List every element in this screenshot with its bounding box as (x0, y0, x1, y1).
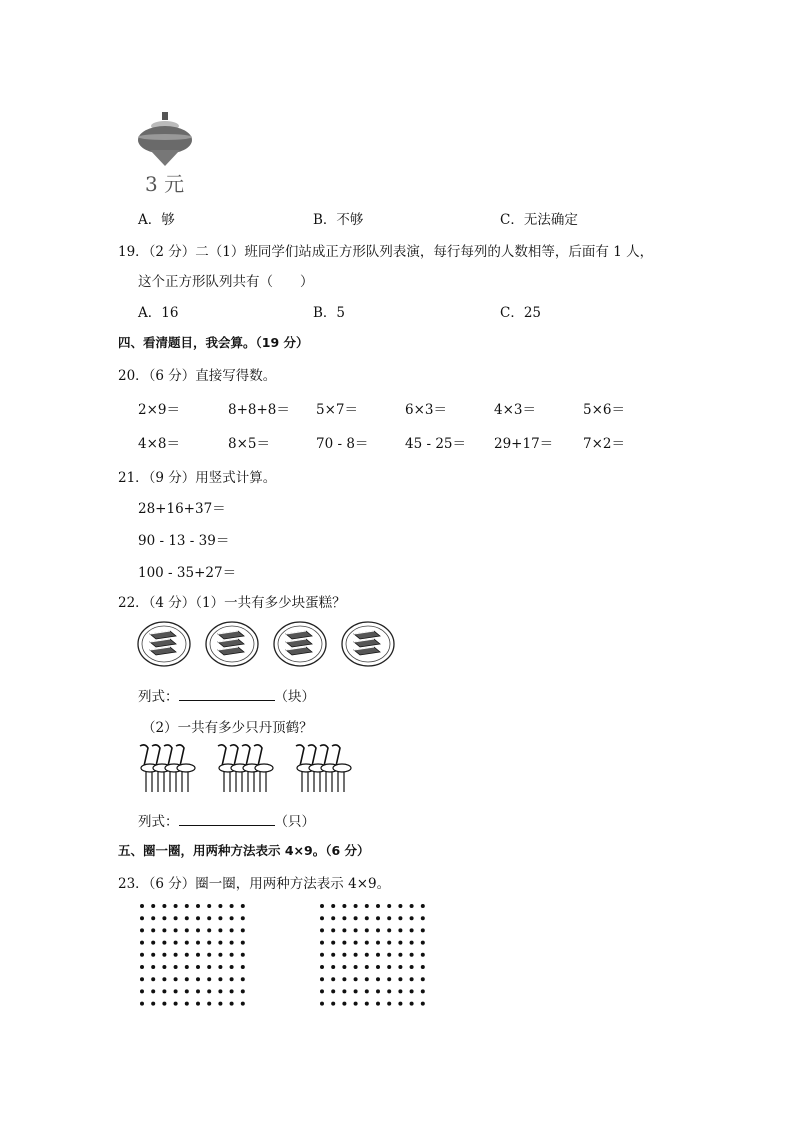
dot (140, 1002, 144, 1006)
dot (342, 989, 346, 993)
dot (151, 904, 155, 908)
dot (196, 928, 200, 932)
dot (207, 904, 211, 908)
dot (185, 965, 189, 969)
q20-item: 70 - 8＝ (316, 436, 369, 452)
q21-item: 90 - 13 - 39＝ (138, 533, 230, 549)
dot (331, 965, 335, 969)
price-label: 3 元 (145, 172, 185, 196)
dot (151, 916, 155, 920)
unit-label: （块） (274, 689, 315, 705)
dot (320, 928, 324, 932)
dot (174, 989, 178, 993)
dot (162, 953, 166, 957)
q20-item: 7×2＝ (583, 436, 625, 452)
dot (398, 916, 402, 920)
formula-label: 列式： (138, 814, 179, 830)
dot (365, 965, 369, 969)
dot (185, 989, 189, 993)
dot (320, 904, 324, 908)
dot (320, 1002, 324, 1006)
dot (230, 977, 234, 981)
dot (185, 928, 189, 932)
q20-item: 8+8+8＝ (228, 402, 290, 418)
dot (196, 989, 200, 993)
spinning-top-picture (136, 110, 196, 170)
dot (218, 977, 222, 981)
dot (365, 989, 369, 993)
dot (230, 941, 234, 945)
dot (354, 904, 358, 908)
dot (421, 916, 425, 920)
dot (320, 953, 324, 957)
dot (218, 1002, 222, 1006)
dot (398, 977, 402, 981)
dot (354, 928, 358, 932)
dot (410, 941, 414, 945)
dot (320, 941, 324, 945)
dot (331, 941, 335, 945)
dot (331, 989, 335, 993)
dot (331, 916, 335, 920)
dot (387, 989, 391, 993)
dot (241, 989, 245, 993)
dot (140, 965, 144, 969)
dot (320, 965, 324, 969)
dot (218, 904, 222, 908)
crane-groups-picture (136, 742, 356, 798)
dot (174, 904, 178, 908)
dot (376, 953, 380, 957)
dot (376, 904, 380, 908)
q20-item: 6×3＝ (405, 402, 447, 418)
q21-title: 21．（9 分）用竖式计算。 (118, 470, 277, 486)
dot (230, 989, 234, 993)
dot (196, 916, 200, 920)
dot (241, 904, 245, 908)
dot (354, 953, 358, 957)
dot (365, 977, 369, 981)
cake-plates-picture (136, 620, 406, 668)
dot (410, 916, 414, 920)
dot (174, 977, 178, 981)
dot (241, 1002, 245, 1006)
q19-option-a: A．16 (138, 305, 179, 321)
dot (342, 941, 346, 945)
dot (140, 904, 144, 908)
dot (331, 904, 335, 908)
dot (207, 977, 211, 981)
dot (320, 916, 324, 920)
cake-plate (138, 622, 190, 666)
dot (162, 904, 166, 908)
dot (331, 977, 335, 981)
q19-option-b: B．5 (313, 305, 346, 321)
dot (140, 916, 144, 920)
q18-option-a: A．够 (138, 212, 175, 228)
dot (151, 1002, 155, 1006)
dot (331, 953, 335, 957)
dot (342, 916, 346, 920)
dot (421, 953, 425, 957)
q20-item: 2×9＝ (138, 402, 180, 418)
q22-formula1 (138, 685, 315, 705)
dot (162, 916, 166, 920)
dot (354, 941, 358, 945)
dot (196, 953, 200, 957)
section5-title: 五、圈一圈，用两种方法表示 4×9。（6 分） (118, 843, 370, 858)
q21-item: 28+16+37＝ (138, 501, 226, 517)
dot (376, 928, 380, 932)
q18-option-b: B．不够 (313, 212, 364, 228)
answer-blank-2[interactable] (179, 813, 275, 826)
dot (421, 1002, 425, 1006)
dot (162, 928, 166, 932)
dot (174, 953, 178, 957)
dot-grid-right[interactable] (318, 902, 430, 1008)
unit-label: （只） (274, 814, 315, 830)
dot (140, 977, 144, 981)
dot (410, 989, 414, 993)
crane-group (140, 745, 195, 792)
dot (218, 965, 222, 969)
dot (196, 1002, 200, 1006)
dot (162, 989, 166, 993)
q20-item: 29+17＝ (494, 436, 554, 452)
dot (354, 965, 358, 969)
dot (342, 928, 346, 932)
section4-title: 四、看清题目，我会算。（19 分） (118, 335, 309, 350)
dot (196, 904, 200, 908)
dot (151, 941, 155, 945)
answer-blank-1[interactable] (179, 688, 275, 701)
dot (342, 904, 346, 908)
dot (185, 977, 189, 981)
dot (331, 928, 335, 932)
dot (387, 953, 391, 957)
dot (421, 941, 425, 945)
dot (241, 928, 245, 932)
dot (342, 977, 346, 981)
dot (207, 928, 211, 932)
dot (218, 953, 222, 957)
dot (398, 941, 402, 945)
dot (162, 977, 166, 981)
dot (410, 928, 414, 932)
dot (241, 941, 245, 945)
dot (387, 904, 391, 908)
crane-group (296, 745, 351, 792)
dot (365, 904, 369, 908)
dot (398, 965, 402, 969)
dot (207, 989, 211, 993)
dot (174, 916, 178, 920)
dot (140, 941, 144, 945)
dot (342, 1002, 346, 1006)
dot (162, 965, 166, 969)
dot (174, 1002, 178, 1006)
q18-option-c: C．无法确定 (500, 212, 578, 228)
dot (162, 941, 166, 945)
dot (196, 941, 200, 945)
dot (174, 965, 178, 969)
dot (365, 953, 369, 957)
q23-title: 23．（6 分）圈一圈，用两种方法表示 4×9。 (118, 876, 391, 892)
dot (421, 977, 425, 981)
dot (151, 977, 155, 981)
dot (207, 953, 211, 957)
dot (342, 953, 346, 957)
dot (151, 989, 155, 993)
dot (421, 989, 425, 993)
dot (230, 953, 234, 957)
dot (207, 1002, 211, 1006)
q20-item: 45 - 25＝ (405, 436, 467, 452)
dot (376, 965, 380, 969)
cake-plate (342, 622, 394, 666)
q20-item: 5×6＝ (583, 402, 625, 418)
dot (185, 1002, 189, 1006)
dot (151, 953, 155, 957)
dot (376, 977, 380, 981)
dot (376, 989, 380, 993)
dot (151, 928, 155, 932)
dot (162, 1002, 166, 1006)
dot (207, 965, 211, 969)
q20-item: 4×3＝ (494, 402, 536, 418)
q20-item: 8×5＝ (228, 436, 270, 452)
dot (196, 965, 200, 969)
dot (230, 916, 234, 920)
dot (398, 953, 402, 957)
dot (376, 916, 380, 920)
dot (185, 941, 189, 945)
dot (410, 965, 414, 969)
dot (140, 953, 144, 957)
dot (365, 1002, 369, 1006)
dot (421, 965, 425, 969)
dot (218, 916, 222, 920)
q22-part2: （2）一共有多少只丹顶鹤？ (142, 720, 313, 736)
dot (354, 977, 358, 981)
formula-label: 列式： (138, 689, 179, 705)
dot (218, 941, 222, 945)
dot (421, 928, 425, 932)
q20-item: 4×8＝ (138, 436, 180, 452)
dot (398, 928, 402, 932)
dot (398, 904, 402, 908)
dot (207, 916, 211, 920)
dot (241, 916, 245, 920)
dot (354, 989, 358, 993)
dot (376, 1002, 380, 1006)
cake-plate (274, 622, 326, 666)
dot (410, 953, 414, 957)
dot (241, 977, 245, 981)
dot (398, 1002, 402, 1006)
dot (410, 977, 414, 981)
dot (230, 928, 234, 932)
dot (151, 965, 155, 969)
dot-grid-left[interactable] (138, 902, 250, 1008)
q22-formula2 (138, 810, 315, 830)
dot (342, 965, 346, 969)
dot (387, 928, 391, 932)
dot (354, 916, 358, 920)
dot (331, 1002, 335, 1006)
dot (421, 904, 425, 908)
dot (185, 953, 189, 957)
dot (387, 977, 391, 981)
dot (376, 941, 380, 945)
q19-stem-line2: 这个正方形队列共有（ ） (138, 274, 314, 290)
q20-title: 20．（6 分）直接写得数。 (118, 368, 277, 384)
dot (185, 904, 189, 908)
dot (174, 928, 178, 932)
dot (320, 989, 324, 993)
crane-group (218, 745, 273, 792)
dot (241, 965, 245, 969)
dot (365, 928, 369, 932)
dot (140, 928, 144, 932)
dot (387, 916, 391, 920)
dot (398, 989, 402, 993)
dot (196, 977, 200, 981)
dot (365, 941, 369, 945)
dot (354, 1002, 358, 1006)
dot (387, 941, 391, 945)
dot (230, 904, 234, 908)
dot (410, 1002, 414, 1006)
q19-stem-line1: 19．（2 分）二（1）班同学们站成正方形队列表演，每行每列的人数相等，后面有 1 人， (118, 244, 654, 260)
dot (140, 989, 144, 993)
dot (174, 941, 178, 945)
dot (185, 916, 189, 920)
q20-item: 5×7＝ (316, 402, 358, 418)
dot (320, 977, 324, 981)
dot (218, 928, 222, 932)
dot (230, 1002, 234, 1006)
q21-item: 100 - 35+27＝ (138, 565, 237, 581)
q22-title: 22．（4 分）（1）一共有多少块蛋糕？ (118, 595, 346, 611)
dot (241, 953, 245, 957)
dot (387, 1002, 391, 1006)
dot (207, 941, 211, 945)
dot (387, 965, 391, 969)
q19-option-c: C．25 (500, 305, 542, 321)
dot (230, 965, 234, 969)
dot (365, 916, 369, 920)
dot (410, 904, 414, 908)
cake-plate (206, 622, 258, 666)
dot (218, 989, 222, 993)
